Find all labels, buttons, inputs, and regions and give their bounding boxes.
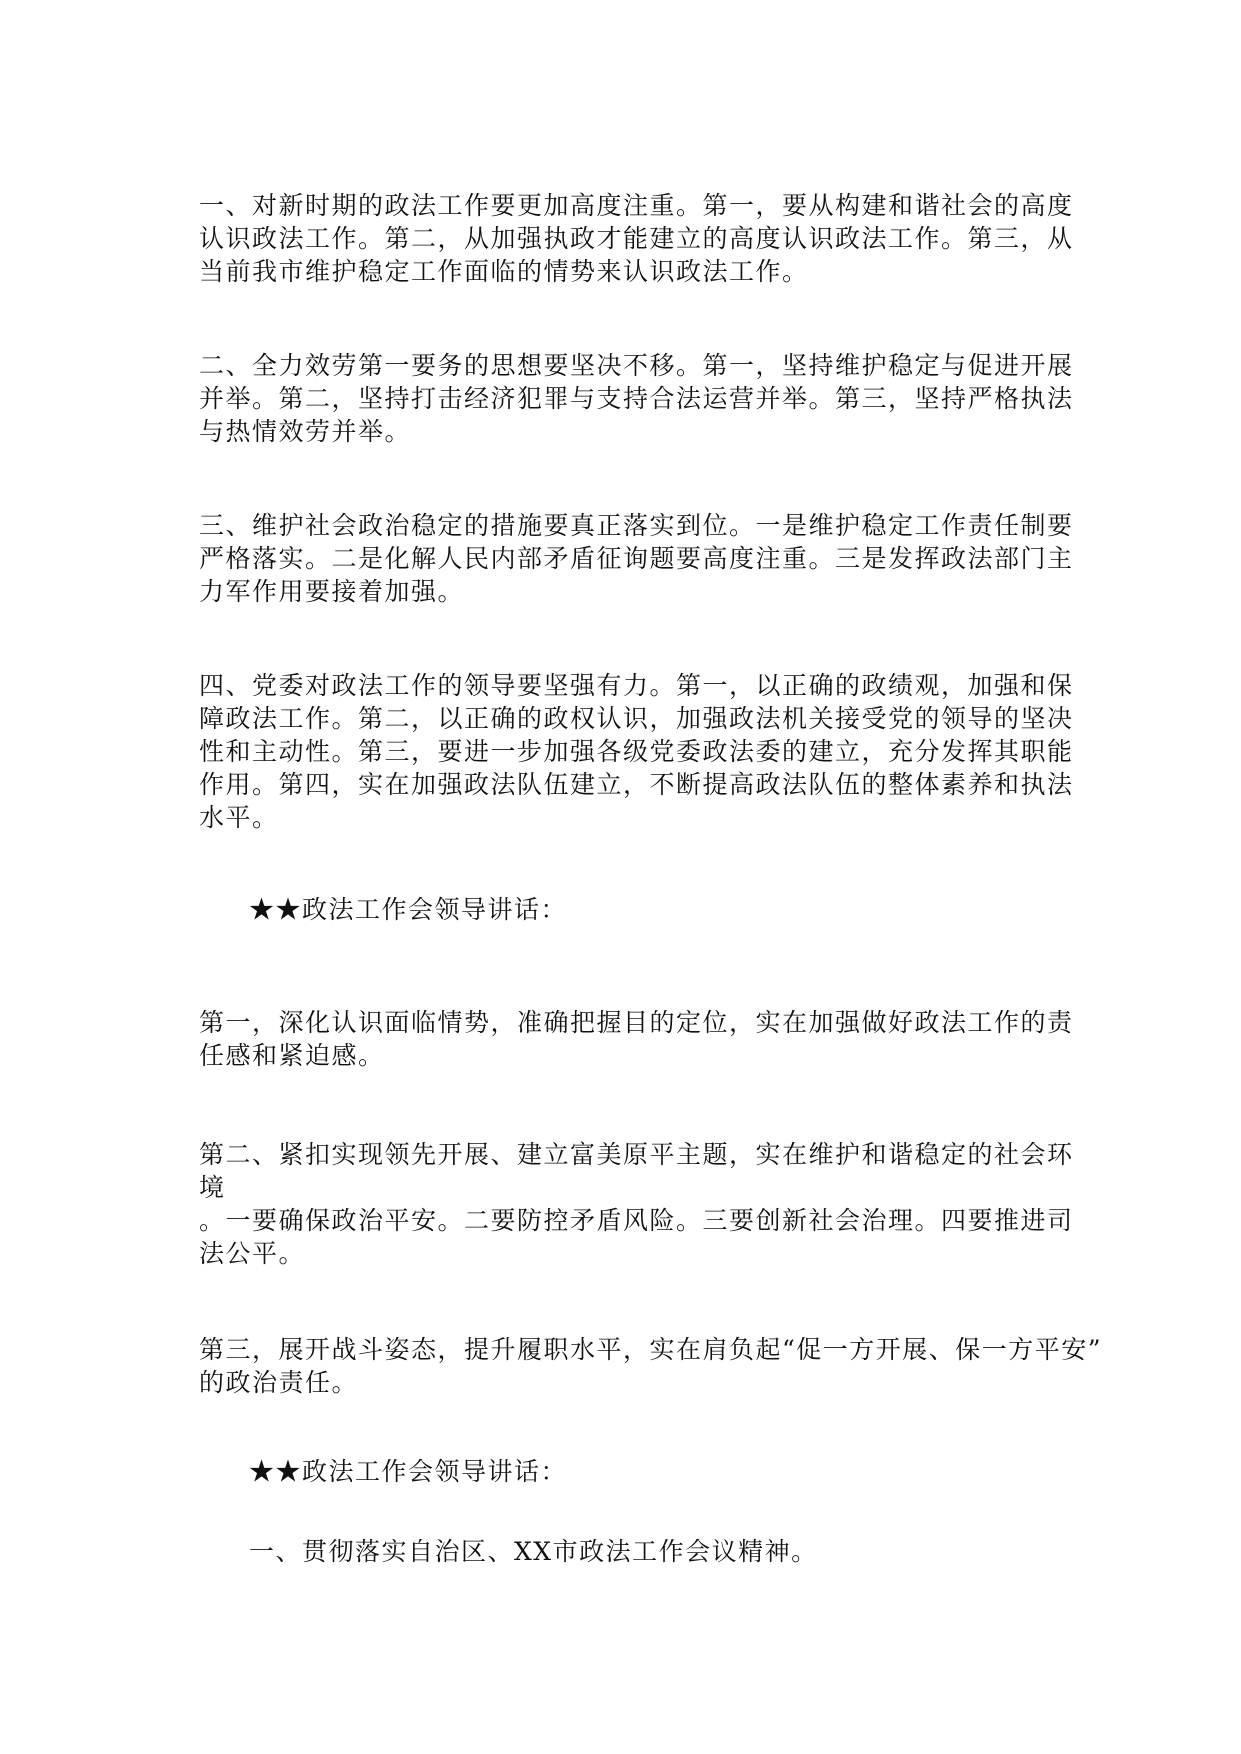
text-line: 法公平。: [199, 1239, 306, 1268]
text-line: 严格落实。二是化解人民内部矛盾征询题要高度注重。三是发挥政法部门主: [199, 544, 1074, 573]
text-line: 作用。第四，实在加强政法队伍建立，不断提高政法队伍的整体素养和执法: [199, 770, 1074, 799]
section-heading-speech-2: [249, 1455, 1099, 1488]
text-line: 并举。第二，坚持打击经济犯罪与支持合法运营并举。第三，坚持严格执法: [199, 384, 1074, 413]
paragraph-point-1: [199, 1006, 1074, 1072]
paragraph-section-1: [199, 189, 1074, 288]
paragraph-item-1: [249, 1535, 1099, 1568]
text-line: 境: [199, 1173, 226, 1202]
section-heading-speech-1: [249, 893, 1099, 926]
text-line: 障政法工作。第二，以正确的政权认识，加强政法机关接受党的领导的坚决: [199, 704, 1074, 733]
text-line: 四、党委对政法工作的领导要坚强有力。第一，以正确的政绩观，加强和保: [199, 671, 1074, 700]
paragraph-section-4: [199, 669, 1074, 834]
text-line: 的政治责任。: [199, 1368, 359, 1397]
paragraph-section-3: [199, 509, 1074, 608]
text-line: 一、贯彻落实自治区、XX市政法工作会议精神。: [249, 1537, 818, 1566]
text-line: 第一，深化认识面临情势，准确把握目的定位，实在加强做好政法工作的责: [199, 1008, 1074, 1037]
text-line: 认识政法工作。第二，从加强执政才能建立的高度认识政法工作。第三，从: [199, 224, 1074, 253]
text-line: 三、维护社会政治稳定的措施要真正落实到位。一是维护稳定工作责任制要: [199, 511, 1074, 540]
text-line: 水平。: [199, 803, 279, 832]
paragraph-point-3: [199, 1333, 1103, 1399]
heading-text: ★★政法工作会领导讲话：: [249, 895, 568, 924]
paragraph-section-2: [199, 349, 1074, 448]
text-line: 当前我市维护稳定工作面临的情势来认识政法工作。: [199, 257, 809, 286]
text-line: 第二、紧扣实现领先开展、建立富美原平主题，实在维护和谐稳定的社会环: [199, 1140, 1074, 1169]
text-line: 第三，展开战斗姿态，提升履职水平，实在肩负起“促一方开展、保一方平安”: [199, 1335, 1103, 1364]
text-line: 任感和紧迫感。: [199, 1041, 385, 1070]
text-line: 与热情效劳并举。: [199, 417, 412, 446]
text-line: 。一要确保政治平安。二要防控矛盾风险。三要创新社会治理。四要推进司: [199, 1206, 1074, 1235]
text-line: 力军作用要接着加强。: [199, 577, 465, 606]
text-line: 一、对新时期的政法工作要更加高度注重。第一，要从构建和谐社会的高度: [199, 191, 1074, 220]
text-line: 性和主动性。第三，要进一步加强各级党委政法委的建立，充分发挥其职能: [199, 737, 1074, 766]
heading-text: ★★政法工作会领导讲话：: [249, 1457, 568, 1486]
paragraph-point-2: [199, 1138, 1074, 1270]
text-line: 二、全力效劳第一要务的思想要坚决不移。第一，坚持维护稳定与促进开展: [199, 351, 1074, 380]
